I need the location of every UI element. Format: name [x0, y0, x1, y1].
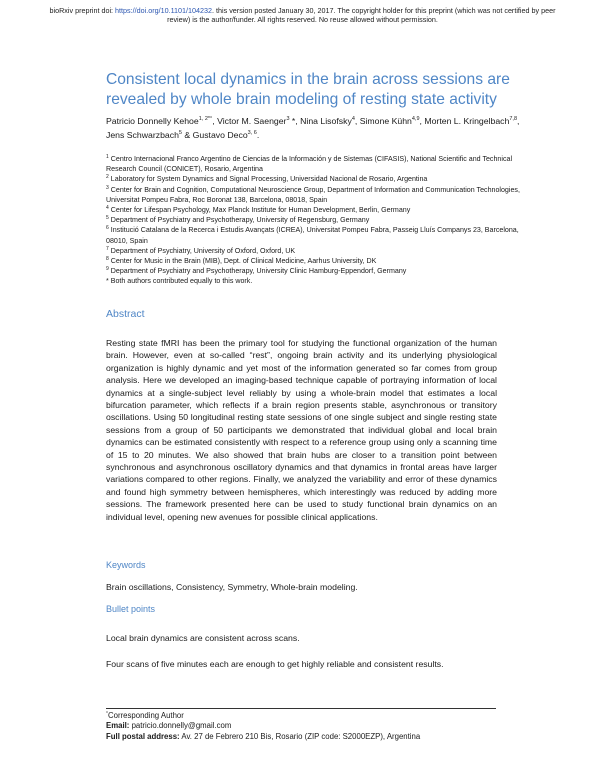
affiliation-text: Center for Brain and Cognition, Computational Neuroscience Group, Department of Information and Communication Technologies, Universitat Pompeu Fabra, Roc Boronat 138, Barcelona, 08018, Spain: [106, 185, 520, 204]
author-separator: *,: [289, 116, 301, 126]
author-name: Jens Schwarzbach: [106, 129, 179, 140]
author-name: Simone Kühn: [359, 116, 412, 126]
affiliation-item: [106, 225, 536, 245]
footnotes: [106, 711, 526, 742]
affiliation-item: [106, 246, 536, 256]
affiliation-item: [106, 256, 536, 266]
affiliation-text: Department of Psychiatry and Psychotherapy, University Clinic Hamburg-Eppendorf, Germany: [108, 267, 407, 276]
corresponding-author-note: [106, 711, 526, 721]
abstract-heading: Abstract: [106, 308, 145, 320]
author-affiliation-mark: 3, 6: [247, 129, 257, 136]
preprint-notice: [40, 6, 565, 24]
address-value: Av. 27 de Febrero 210 Bis, Rosario (ZIP code: S2000EZP), Argentina: [179, 731, 421, 741]
affiliation-number: 9: [106, 266, 109, 273]
postal-address-line: [106, 732, 526, 742]
bullet-point: Four scans of five minutes each are enough to get highly reliable and consistent results.: [106, 659, 444, 669]
address-label: Full postal address:: [106, 731, 180, 741]
author-separator: ,: [212, 116, 218, 126]
affiliation-number: 1: [106, 154, 109, 160]
author-affiliation-mark: 4: [351, 116, 355, 122]
affiliation-item: [106, 205, 536, 215]
paper-title: Consistent local dynamics in the brain across sessions are revealed by whole brain modeling of resting state activity: [106, 71, 510, 108]
affiliation-number: 7: [106, 245, 109, 252]
affiliation-text: Institució Catalana de la Recerca i Estudis Avançats (ICREA), Universitat Pompeu Fabra, Passeig Lluís Companys 23, Barcelona, 08010, Spain: [106, 226, 519, 245]
affiliation-text: Department of Psychiatry, University of Oxford, Oxford, UK: [108, 246, 296, 255]
author-separator: ,: [517, 116, 520, 126]
author-affiliation-mark: 1, 2*°: [198, 116, 213, 122]
affiliation-number: 8: [106, 256, 109, 263]
author-affiliation-mark: 5: [178, 129, 182, 136]
author-separator: ,: [419, 116, 425, 126]
preprint-prefix: bioRxiv preprint doi:: [49, 6, 116, 15]
affiliation-text: Centro Internacional Franco Argentino de Ciencias de la Información y de Sistemas (CIFASIS), National Scientific and Technical Research Council (CONICET), Rosario, Argentina: [106, 155, 513, 174]
affiliation-text: * Both authors contributed equally to this work.: [106, 277, 253, 286]
author-affiliation-mark: 7,8: [509, 116, 518, 122]
corresponding-label: Corresponding Author: [108, 711, 184, 720]
author-name: Victor M. Saenger: [217, 116, 287, 126]
affiliation-item: [106, 174, 536, 184]
affiliation-item: [106, 215, 536, 225]
author-name: Morten L. Kringelbach: [424, 116, 510, 126]
author-separator: &: [181, 129, 193, 140]
email-label: Email:: [106, 721, 130, 731]
author-affiliation-mark: 4,9: [411, 116, 420, 122]
abstract-text: Resting state fMRI has been the primary tool for studying the functional organization of the human brain. However, even at so-called “rest”, ongoing brain activity and its underlying physiological organization is highly dynamic and yet most of the information generated so far comes from group analysis. Here we developed an imaging-based technique capable of portraying information of local dynamics at a single-subject level reliably by using a whole-brain model that estimates a local bifurcation parameter, which reflects if a brain region presents stable, asynchronous or transitory oscillations. Using 50 longitudinal resting state sessions of one single subject and single resting state sessions from a group of 50 participants we demonstrated that individual global and local brain dynamics can be estimated consistently with respect to a reference group using only a scanning time of 15 to 20 minutes. We also showed that brain hubs are closer to a transition point between synchronous and asynchronous oscillatory dynamics and that dynamics in frontal areas have larger variations compared to other regions. Finally, we analyzed the variability and error of these dynamics and found high symmetry between hemispheres, which interestingly was reduced by adding more sessions. The framework presented here can be used to study functional brain dynamics on an individual level, opening new avenues for possible clinical applications.: [106, 338, 497, 522]
author-list: [106, 115, 536, 142]
keywords-text: Brain oscillations, Consistency, Symmetry, Whole-brain modeling.: [106, 582, 358, 592]
bullet-point: Local brain dynamics are consistent across scans.: [106, 633, 300, 643]
author-name: Nina Lisofsky: [300, 116, 352, 126]
affiliation-text: Laboratory for System Dynamics and Signal Processing, Universidad Nacional de Rosario, Argentina: [108, 175, 428, 184]
author-separator: .: [256, 129, 260, 140]
email-line: [106, 721, 526, 731]
bullet-points-heading: Bullet points: [106, 604, 156, 614]
affiliation-item: [106, 185, 536, 205]
affiliation-number: 4: [106, 205, 109, 212]
affiliation-text: Department of Psychiatry and Psychotherapy, University of Regensburg, Germany: [108, 216, 370, 225]
affiliation-item: [106, 266, 536, 276]
author-name: Gustavo Deco: [192, 129, 248, 140]
email-value[interactable]: patricio.donnelly@gmail.com: [129, 721, 232, 731]
affiliation-text: Center for Lifespan Psychology, Max Planck Institute for Human Development, Berlin, Germany: [108, 206, 411, 215]
preprint-suffix: . this version posted January 30, 2017. The copyright holder for this preprint (which was not certified by peer review) is the author/funder. All rights reserved. No reuse allowed without permission.: [167, 6, 556, 24]
keywords-heading: Keywords: [106, 560, 146, 570]
affiliation-number: 6: [106, 225, 109, 232]
corresponding-mark: °: [106, 711, 108, 717]
affiliation-item: [106, 154, 536, 174]
footnote-divider: [106, 708, 496, 709]
doi-link[interactable]: https://doi.org/10.1101/104232: [115, 6, 213, 15]
affiliation-number: 3: [106, 184, 109, 191]
equal-contribution-note: [106, 276, 536, 286]
affiliation-number: 2: [106, 174, 109, 181]
affiliation-list: [106, 154, 536, 287]
affiliation-text: Center for Music in the Brain (MIB), Dept. of Clinical Medicine, Aarhus University, DK: [108, 257, 377, 266]
author-affiliation-mark: 3: [286, 116, 290, 122]
author-separator: ,: [354, 116, 360, 126]
affiliation-number: 5: [106, 215, 109, 222]
author-name: Patricio Donnelly Kehoe: [106, 116, 199, 126]
